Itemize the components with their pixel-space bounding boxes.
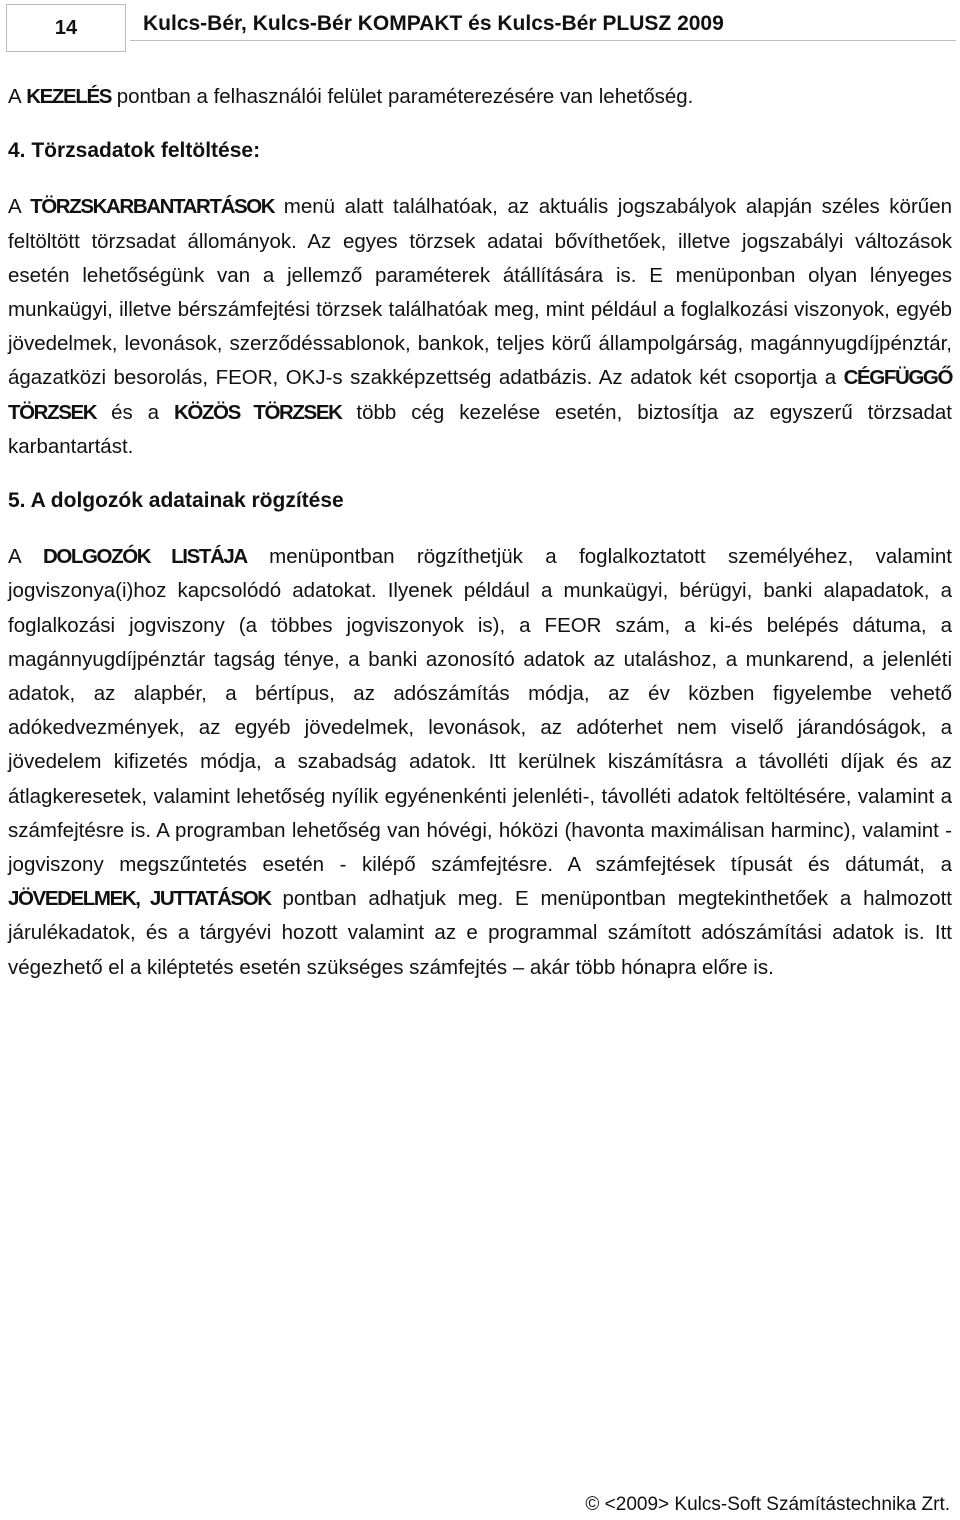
term-torzskarbantartasok: TÖRZSKARBANTARTÁSOK: [30, 195, 275, 219]
term-jovedelmek-juttatasok: JÖVEDELMEK, JUTTATÁSOK: [8, 887, 271, 911]
section-5-heading: 5. A dolgozók adatainak rögzítése: [8, 489, 344, 513]
running-header-title: Kulcs-Bér, Kulcs-Bér KOMPAKT és Kulcs-Bér PLUSZ 2009: [143, 12, 724, 35]
header-divider: [130, 40, 956, 41]
spacer: [8, 168, 952, 190]
copyright-footer: © <2009> Kulcs-Soft Számítástechnika Zrt.: [585, 1494, 950, 1515]
page-number: [6, 4, 126, 52]
term-kezeles: KEZELÉS: [26, 85, 111, 108]
section-5-paragraph: A DOLGOZÓK LISTÁJA menüpontban rögzíthetjük a foglalkoztatott személyéhez, valamint jogviszonya(i)hoz kapcsolódó adatokat. Ilyenek például a munkaügyi, bérügyi, banki alapadatok, a foglalkozási jogviszony (a többes jogviszonyok is), a FEOR szám, a ki-és belépés dátuma, a magánnyugdíjpénztár tagság ténye, a banki azonosító adatok az utaláshoz, a munkarend, a jelenléti adatok, az alapbér, a bértípus, az adószámítás módja, az év közben figyelembe vehető adókedvezmények, az egyéb jövedelmek, levonások, az adóterhet nem viselő járandóságok, a jövedelem kifizetés módja, a szabadság adatok. Itt kerülnek kiszámításra a távolléti díjak és az átlagkeresetek, valamint lehetőség nyílik egyénenkénti jelenléti-, távolléti adatok feltöltésére, valamint a számfejtésre is. A programban lehetőség van hóvégi, hóközi (havonta maximálisan harminc), valamint - jogviszony megszűntetés esetén - kilépő számfejtésre. A számfejtések típusát és dátumát, a JÖVEDELMEK, JUTTATÁSOK pontban adhatjuk meg. E menüpontban megtekinthetőek a halmozott járulékadatok, és a tárgyévi hozott valamint az e programmal számított adószámítási adatok is. Itt végezhető el a kiléptetés esetén szükséges számfejtés – akár több hónapra előre is.: [8, 545, 952, 979]
document-body: [8, 80, 952, 985]
term-kozos-torzsek: KÖZÖS TÖRZSEK: [173, 400, 342, 424]
intro-paragraph: A KEZELÉS pontban a felhasználói felület paraméterezésére van lehetőség.: [8, 85, 694, 108]
section-4-heading: 4. Törzsadatok feltöltése:: [8, 139, 261, 163]
spacer: [8, 518, 952, 540]
page-number-text: 14: [54, 16, 78, 39]
spacer: [8, 114, 952, 134]
term-dolgozok-listaja: DOLGOZÓK LISTÁJA: [42, 545, 247, 569]
spacer: [8, 464, 952, 484]
section-4-paragraph: A TÖRZSKARBANTARTÁSOK menü alatt találhatóak, az aktuális jogszabályok alapján széles körűen feltöltött törzsadat állományok. Az egyes törzsek adatai bővíthetőek, illetve jogszabályi változások esetén lehetőségünk van a jellemző paraméterek átállítására is. E menüponban olyan lényeges munkaügyi, illetve bérszámfejtési törzsek találhatóak meg, mint például a foglalkozási viszonyok, egyéb jövedelmek, levonások, szerződéssablonok, bankok, teljes körű állampolgárság, magánnyugdíjpénztár, ágazatközi besorolás, FEOR, OKJ-s szakképzettség adatbázis. Az adatok két csoportja a CÉGFÜGGŐ TÖRZSEK és a KÖZÖS TÖRZSEK több cég kezelése esetén, biztosítja az egyszerű törzsadat karbantartást.: [8, 195, 952, 458]
term-cegfuggo-torzsek: CÉGFÜGGŐ TÖRZSEK: [8, 366, 952, 424]
